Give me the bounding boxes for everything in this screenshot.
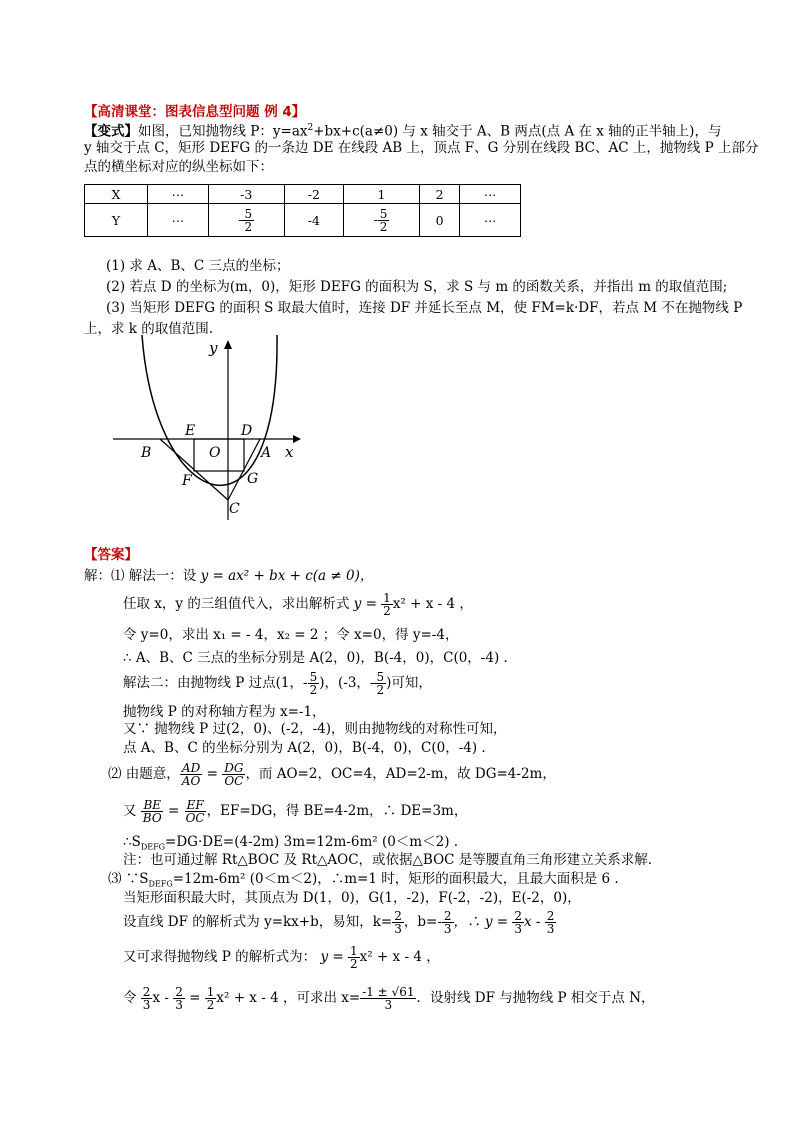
table-cell: -2 bbox=[284, 185, 343, 204]
fraction-half: $\frac{1}{2}$ bbox=[206, 985, 215, 1012]
table-cell: -3 bbox=[208, 185, 284, 204]
answer-line-1 bbox=[84, 568, 373, 584]
subscript: DEFG bbox=[140, 842, 166, 852]
problem-text-1: 如图，已知抛物线 P：y=ax bbox=[138, 123, 308, 140]
answer-text: x² + x - 4 ， bbox=[392, 596, 473, 612]
table-cell: 1 bbox=[343, 185, 419, 204]
fraction: $\frac{5}{2}$ bbox=[379, 206, 388, 234]
table-cell: X bbox=[85, 185, 148, 204]
answer-line-5 bbox=[123, 671, 432, 696]
fraction-ef-oc: $\frac{EF}{OC}$ bbox=[185, 798, 205, 825]
answer-text: ，b=- bbox=[403, 914, 442, 930]
fraction: $\frac{5}{2}$ bbox=[244, 206, 253, 234]
variant-label: 【变式】 bbox=[84, 123, 138, 140]
answer-text: 设直线 DF 的解析式为 y=kx+b，易知，k= bbox=[123, 914, 393, 930]
fraction-two-thirds: $\frac{2}{3}$ bbox=[514, 909, 523, 936]
label-y: y bbox=[209, 339, 218, 357]
equation: y = ax² + bx + c(a ≠ 0)， bbox=[200, 568, 374, 584]
answer-line-4: ∴ A、B、C 三点的坐标分别是 A(2，0)，B(-4，0)，C(0，-4) . bbox=[123, 650, 508, 666]
fraction-two-thirds: $\frac{2}{3}$ bbox=[394, 909, 402, 936]
table-cell: ⋯ bbox=[460, 204, 521, 237]
label-b: B bbox=[141, 445, 152, 461]
answer-text: ，EF=DG，得 BE=4-2m，∴ DE=3m， bbox=[206, 803, 468, 819]
answer-text: )可知， bbox=[386, 675, 432, 691]
minus-sign: - bbox=[373, 211, 378, 227]
answer-text: ，∴ y = bbox=[453, 914, 509, 930]
table-row-y bbox=[85, 204, 521, 237]
answer-text: 又可求得抛物线 P 的解析式为： bbox=[123, 949, 317, 965]
question-1: (1) 求 A、B、C 三点的坐标； bbox=[106, 258, 290, 274]
answer-line-12: 注：也可通过解 Rt△BOC 及 Rt△AOC，或依据△BOC 是等腰直角三角形建立关系求解. bbox=[123, 852, 653, 868]
table-cell: ⋯ bbox=[460, 185, 521, 204]
problem-line-1 bbox=[84, 120, 721, 140]
table-cell: -4 bbox=[284, 204, 343, 237]
table-cell: 2 bbox=[419, 185, 459, 204]
answer-line-6: 抛物线 P 的对称轴方程为 x=-1， bbox=[123, 704, 326, 720]
answer-line-8: 点 A、B、C 的坐标分别为 A(2，0)，B(-4，0)，C(0，-4) . bbox=[123, 740, 486, 756]
minus-sign: - bbox=[238, 211, 243, 227]
answer-text: )，(-3，- bbox=[319, 675, 375, 691]
fraction-five-halves: $\frac{5}{2}$ bbox=[376, 670, 385, 697]
label-o: O bbox=[209, 445, 221, 461]
table-cell: Y bbox=[85, 204, 148, 237]
fraction-two-thirds: $\frac{2}{3}$ bbox=[546, 909, 555, 936]
parabola-curve bbox=[142, 335, 277, 485]
value-table bbox=[84, 184, 521, 237]
problem-text-1b: +bx+c(a≠0) 与 x 轴交于 A、B 两点(点 A 在 x 轴的正半轴上)，与 bbox=[313, 123, 722, 140]
fraction-be-bo: $\frac{BE}{BO}$ bbox=[142, 798, 162, 825]
answer-text: x - bbox=[152, 990, 169, 1006]
table-cell: ⋯ bbox=[148, 185, 209, 204]
answer-text: 任取 x，y 的三组值代入，求出解析式 bbox=[123, 596, 350, 612]
fraction-root: $\frac{-1 \pm √61}{3}$ bbox=[362, 985, 415, 1012]
answer-line-15 bbox=[123, 910, 556, 935]
parabola-figure bbox=[105, 335, 305, 525]
question-3: (3) 当矩形 DEFG 的面积 S 取最大值时，连接 DF 并延长至点 M，使 FM=k·DF，若点 M 不在抛物线 P bbox=[106, 300, 743, 316]
answer-line-2: 任取 x，y 的三组值代入，求出解析式 y = $\frac{1}{2}$ x² + x - 4 ， bbox=[123, 591, 473, 618]
label-c: C bbox=[229, 501, 240, 517]
answer-text: x² + x - 4 ，可求出 x= bbox=[216, 990, 361, 1006]
answer-text: ，而 AO=2，OC=4，AD=2-m，故 DG=4-2m， bbox=[245, 766, 556, 782]
exponent: 2 bbox=[307, 123, 314, 133]
answer-text: x² + x - 4 ， bbox=[359, 949, 440, 965]
answer-text: 解：⑴ 解法一：设 bbox=[84, 568, 197, 584]
fraction-two-thirds: $\frac{2}{3}$ bbox=[142, 985, 151, 1012]
fraction-half: $\frac{1}{2}$ bbox=[383, 591, 391, 618]
fraction-five-halves: $\frac{5}{2}$ bbox=[309, 670, 318, 697]
answer-text: ⑵ 由题意， bbox=[108, 766, 180, 782]
y-axis-arrow bbox=[224, 340, 232, 349]
label-f: F bbox=[182, 473, 192, 489]
fraction-two-thirds: $\frac{2}{3}$ bbox=[175, 985, 183, 1012]
answer-text: =DG·DE=(4-2m) 3m=12m-6m² (0＜m＜2) . bbox=[165, 834, 459, 850]
answer-line-17 bbox=[123, 986, 655, 1011]
question-3-cont: 上，求 k 的取值范围. bbox=[84, 321, 214, 337]
table-cell bbox=[343, 204, 419, 237]
table-row-x bbox=[85, 185, 521, 204]
problem-line-2: y 轴交于点 C，矩形 DEFG 的一条边 DE 在线段 AB 上，顶点 F、G 分别在线段 BC、AC 上，抛物线 P 上部分 bbox=[84, 140, 759, 156]
label-x: x bbox=[285, 443, 294, 461]
fraction-ad-ao: $\frac{AD}{AO}$ bbox=[181, 761, 201, 788]
label-d: D bbox=[241, 423, 253, 439]
answer-text: = bbox=[189, 990, 201, 1006]
label-g: G bbox=[247, 471, 259, 487]
answer-text: =12m-6m² (0＜m＜2)，∴m=1 时，矩形的面积最大，且最大面积是 6 . bbox=[172, 871, 619, 887]
answer-text: ∴S bbox=[123, 834, 141, 850]
x-axis-arrow bbox=[293, 435, 301, 443]
fraction-half: $\frac{1}{2}$ bbox=[350, 944, 358, 971]
answer-text: ⑶ ∵S bbox=[108, 871, 149, 887]
fraction-dg-oc: $\frac{DG}{OC}$ bbox=[224, 761, 244, 788]
answer-text: ．设射线 DF 与抛物线 P 相交于点 N， bbox=[416, 990, 655, 1006]
subscript: DEFG bbox=[148, 879, 173, 889]
answer-label: 【答案】 bbox=[84, 547, 138, 563]
answer-text: 令 bbox=[123, 990, 137, 1006]
problem-line-3: 点的横坐标对应的纵坐标如下： bbox=[84, 159, 273, 175]
answer-text: 又 bbox=[123, 803, 137, 819]
answer-line-10: 又 $\frac{BE}{BO}$ = $\frac{EF}{OC}$ ，EF=DG，得 BE=4-2m，∴ DE=3m， bbox=[123, 798, 468, 825]
lesson-tag: 【高清课堂：图表信息型问题 例 4】 bbox=[84, 104, 306, 120]
label-a: A bbox=[261, 445, 272, 461]
answer-line-9: ⑵ 由题意， $\frac{AD}{AO}$ = $\frac{DG}{OC}$ ，而 AO=2，OC=4，AD=2-m，故 DG=4-2m， bbox=[108, 761, 556, 788]
table-cell: ⋯ bbox=[148, 204, 209, 237]
answer-line-7: 又∵ 抛物线 P 过(2，0)、(-2，-4)，则由抛物线的对称性可知， bbox=[123, 721, 507, 737]
answer-text: y = bbox=[320, 949, 344, 965]
answer-line-3: 令 y=0，求出 x₁ = - 4，x₂ = 2 ；令 x=0，得 y=-4， bbox=[123, 627, 459, 643]
fraction-two-thirds: $\frac{2}{3}$ bbox=[443, 909, 452, 936]
answer-text: x - bbox=[524, 914, 541, 930]
question-2: (2) 若点 D 的坐标为(m，0)，矩形 DEFG 的面积为 S，求 S 与 m 的函数关系，并指出 m 的取值范围; bbox=[106, 279, 728, 295]
table-cell: 0 bbox=[419, 204, 459, 237]
answer-line-16 bbox=[123, 945, 440, 970]
answer-text: 解法二：由抛物线 P 过点(1，- bbox=[123, 675, 308, 691]
table-cell bbox=[208, 204, 284, 237]
answer-line-14: 当矩形面积最大时，其顶点为 D(1，0)，G(1，-2)，F(-2，-2)，E(-2，0)， bbox=[123, 890, 581, 906]
label-e: E bbox=[185, 423, 196, 439]
